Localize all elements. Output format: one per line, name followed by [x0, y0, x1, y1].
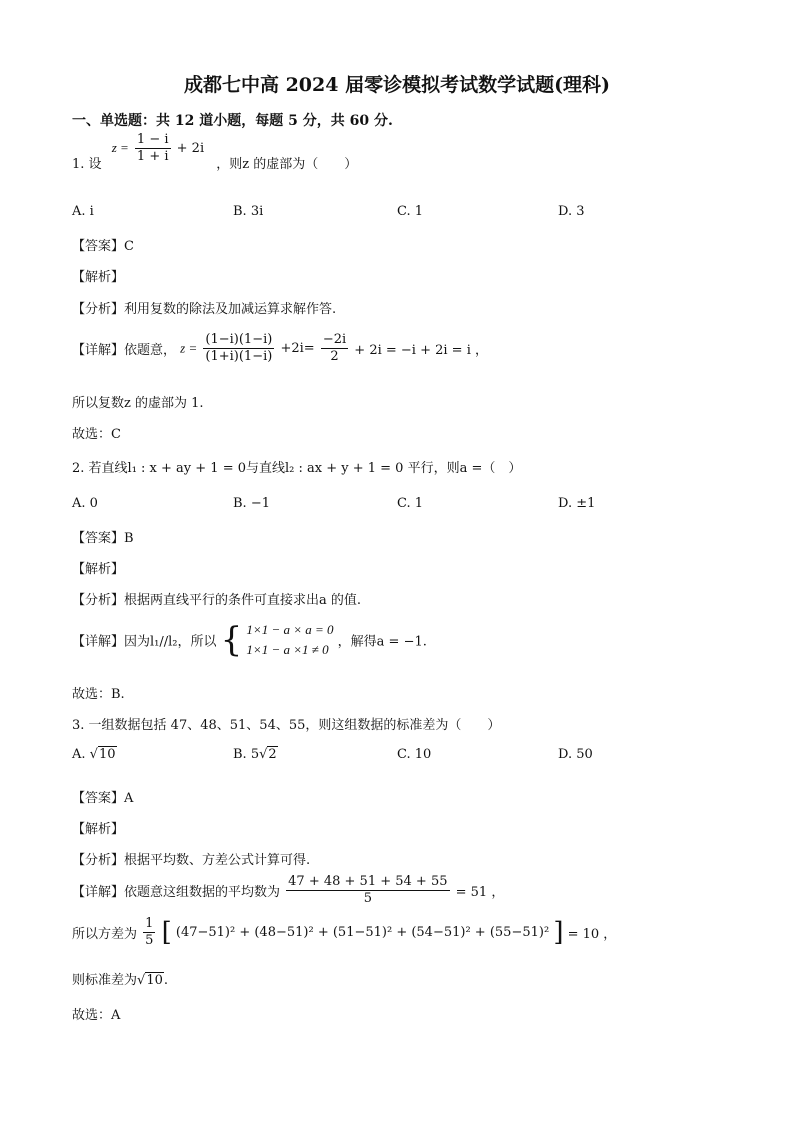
right-bracket-icon: ]	[553, 917, 564, 948]
q3-option-a-value: 10	[98, 747, 116, 762]
q1-detail-frac2-den: 2	[330, 349, 339, 364]
q3-option-b-value: 2	[268, 747, 277, 762]
q1-z-lhs: z =	[111, 140, 129, 155]
left-bracket-icon: [	[161, 917, 172, 948]
q1-detail-frac2-num: −2i	[322, 332, 347, 347]
page-title: 成都七中高 2024 届零诊模拟考试数学试题(理科)	[183, 74, 611, 96]
q1-z-eq: z =	[180, 340, 198, 356]
q3-analysis-heading: 【解析】	[72, 822, 125, 837]
q1-fenxi: 【分析】利用复数的除法及加减运算求解作答.	[72, 302, 337, 317]
q3-variance	[72, 916, 616, 949]
q2-xiangjie-label: 【详解】因为l₁//l₂，所以	[72, 634, 217, 650]
q1-option-d: D. 3	[558, 204, 585, 219]
q3-option-b-label: B. 5	[233, 747, 260, 762]
q1-xiangjie-label: 【详解】依题意，	[72, 343, 177, 358]
q1-fraction	[135, 132, 171, 165]
q3-std-tail: .	[163, 973, 168, 988]
q1-option-a: A. i	[72, 204, 94, 219]
q3-variance-body: (47−51)² + (48−51)² + (51−51)² + (54−51)² + (55−51)²	[175, 925, 550, 940]
q1-answer: 【答案】C	[72, 239, 134, 254]
q3-mean-fraction	[286, 874, 449, 907]
q3-variance-tail: = 10 ，	[567, 927, 617, 942]
q2-system-line2: 1×1 − a ×1 ≠ 0	[246, 642, 329, 657]
q3-std	[72, 969, 168, 988]
q3-fenxi: 【分析】根据平均数、方差公式计算可得.	[72, 853, 311, 868]
q3-xiangjie-label: 【详解】依题意这组数据的平均数为	[72, 885, 281, 900]
q1-frac-numerator: 1 − i	[136, 132, 169, 147]
q3-option-a	[72, 747, 117, 762]
q2-option-b: B. −1	[233, 496, 270, 511]
q2-analysis-heading: 【解析】	[72, 562, 125, 577]
section-heading: 一、单选题：共 12 道小题，每题 5 分，共 60 分.	[72, 113, 393, 129]
q1-frac-denominator: 1 + i	[136, 149, 169, 164]
q3-mean-numerator: 47 + 48 + 51 + 54 + 55	[288, 874, 448, 889]
q1-detail-frac1	[203, 332, 274, 365]
q3-mean-denominator: 5	[363, 891, 372, 906]
q2-system-line1: 1×1 − a × a = 0	[246, 622, 334, 637]
q1-option-b: B. 3i	[233, 204, 264, 219]
q1-conclusion: 所以复数z 的虚部为 1.	[72, 396, 204, 411]
q3-variance-factor-den: 5	[145, 933, 154, 948]
q1-detail-mid: +2i=	[280, 341, 315, 356]
q1-analysis-heading: 【解析】	[72, 270, 125, 285]
q2-option-c: C. 1	[397, 496, 424, 511]
q2-xiangjie	[72, 620, 427, 660]
q1-guxuan: 故选：C	[72, 427, 121, 442]
sqrt-icon: √	[89, 747, 98, 762]
q1-detail-tail: + 2i = −i + 2i = i ，	[354, 343, 488, 358]
q2-fenxi: 【分析】根据两直线平行的条件可直接求出a 的值.	[72, 593, 362, 608]
q3-xiangjie	[72, 874, 504, 907]
q3-variance-label: 所以方差为	[72, 927, 138, 942]
q2-option-a: A. 0	[72, 496, 98, 511]
q2-guxuan: 故选：B.	[72, 687, 125, 702]
q3-stem: 3. 一组数据包括 47、48、51、54、55，则这组数据的标准差为（ ）	[72, 718, 501, 733]
q3-std-value: 10	[146, 973, 163, 988]
q1-detail-frac1-den: (1+i)(1−i)	[205, 349, 273, 364]
sqrt-icon: √	[259, 747, 268, 762]
q2-option-d: D. ±1	[558, 496, 596, 511]
q2-answer: 【答案】B	[72, 531, 134, 546]
q1-stem	[72, 132, 358, 179]
q3-mean-tail: = 51 ，	[455, 885, 505, 900]
q3-variance-factor-num: 1	[145, 916, 154, 931]
q3-answer: 【答案】A	[72, 791, 134, 806]
q2-detail-tail: ，解得a = −1.	[337, 634, 427, 650]
q3-option-c: C. 10	[397, 747, 432, 762]
q1-question: ，则z 的虚部为（ ）	[216, 157, 358, 172]
q1-detail-frac1-num: (1−i)(1−i)	[205, 332, 273, 347]
q1-option-c: C. 1	[397, 204, 424, 219]
q2-stem: 2. 若直线l₁ : x + ay + 1 = 0与直线l₂ : ax + y + 1 = 0 平行，则a =（ ）	[72, 461, 522, 476]
q1-xiangjie	[72, 332, 488, 365]
q3-variance-factor	[143, 916, 155, 949]
q3-option-a-label: A.	[72, 747, 86, 762]
q2-system	[246, 620, 333, 660]
q3-option-b	[233, 747, 278, 762]
q3-std-label: 则标准差为	[72, 973, 138, 988]
q3-guxuan: 故选：A	[72, 1008, 121, 1023]
q1-number: 1. 设	[72, 157, 102, 172]
q2-brace: {	[220, 620, 243, 660]
sqrt-icon: √	[137, 973, 146, 988]
q3-option-d: D. 50	[558, 747, 593, 762]
q1-plus-2i: + 2i	[176, 141, 205, 156]
q1-detail-frac2	[321, 332, 348, 365]
